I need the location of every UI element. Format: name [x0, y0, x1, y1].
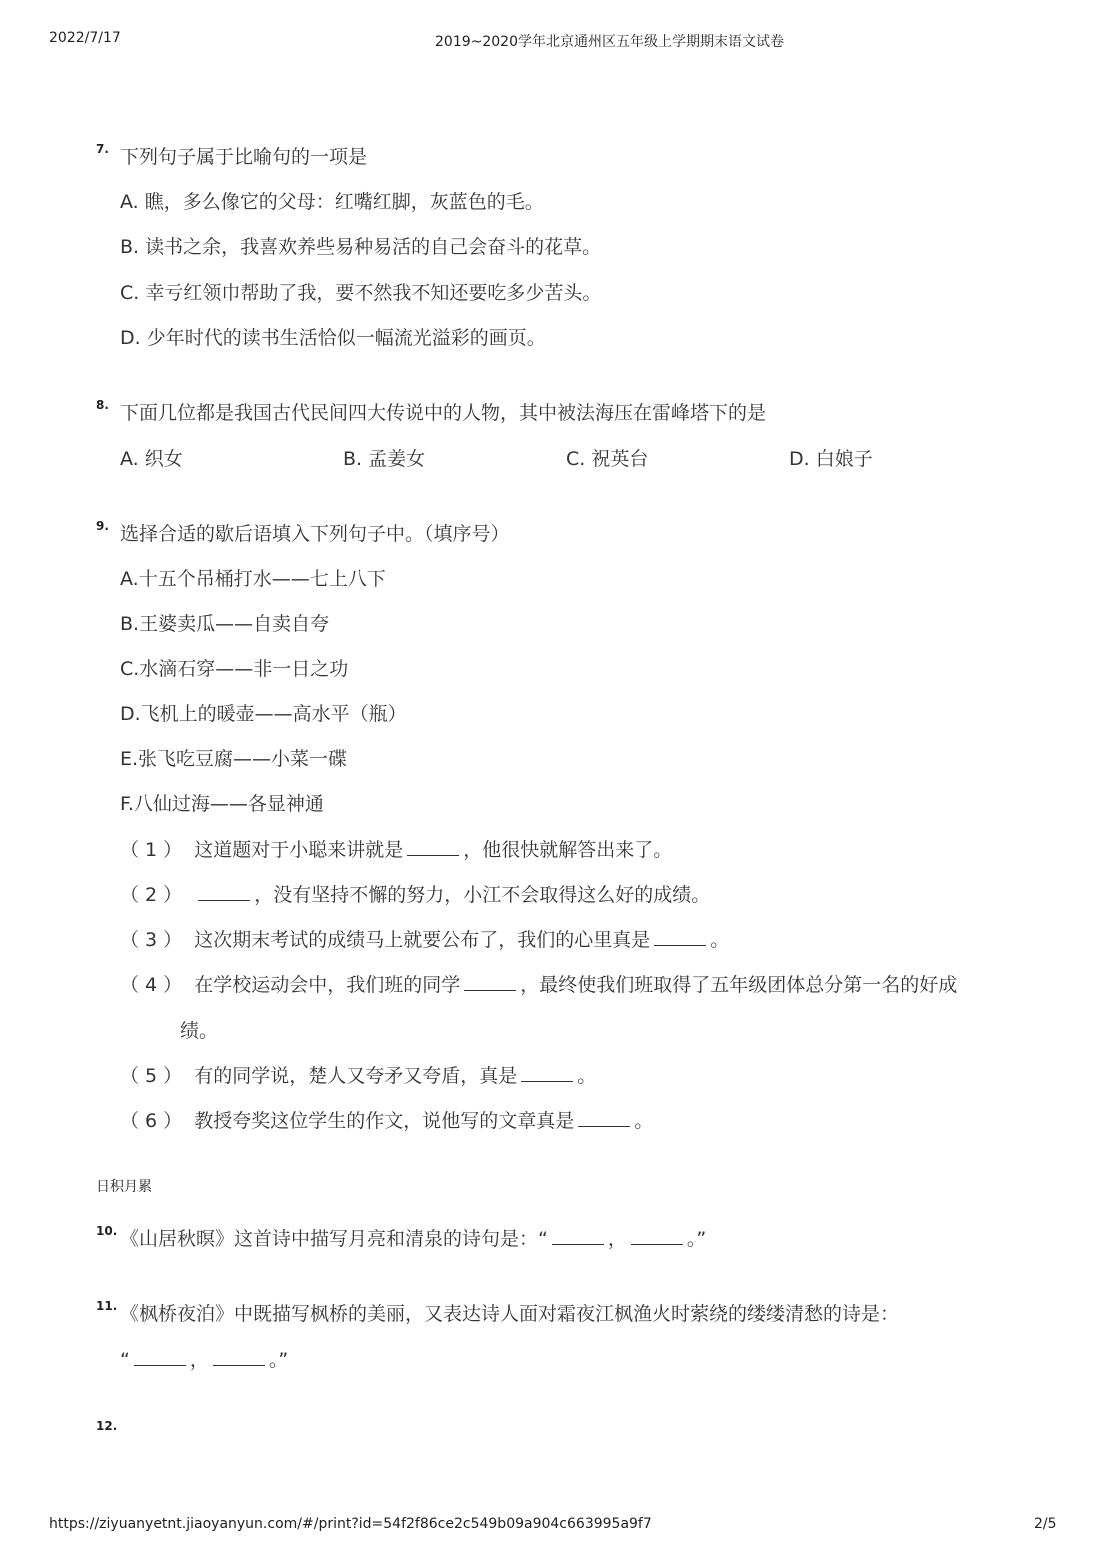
footer-page-number: 2/5	[1034, 1516, 1057, 1532]
answer-blank[interactable]	[654, 944, 706, 946]
sub-item-2	[120, 880, 710, 907]
sub-item-label: （ 2 ）	[120, 884, 183, 906]
sub-item-text: 这次期末考试的成绩马上就要公布了，我们的心里真是	[194, 929, 651, 951]
answer-blank[interactable]	[198, 899, 250, 901]
option-c: C. 幸亏红领巾帮助了我，要不然我不知还要吃多少苦头。	[120, 282, 602, 304]
sub-item-5	[120, 1061, 596, 1088]
option-a: A. 瞧，多么像它的父母：红嘴红脚，灰蓝色的毛。	[120, 191, 544, 213]
answer-blank[interactable]	[213, 1364, 265, 1366]
option-f: F.八仙过海——各显神通	[120, 793, 324, 815]
sub-item-3	[120, 925, 729, 952]
answer-blank[interactable]	[521, 1080, 573, 1082]
option-c: C. 祝英台	[566, 448, 649, 470]
option-a: A. 织女	[120, 448, 183, 470]
sub-item-text: 这道题对于小聪来讲就是	[194, 839, 404, 861]
option-e: E.张飞吃豆腐——小菜一碟	[120, 748, 348, 770]
sub-item-label: （ 6 ）	[120, 1110, 183, 1132]
answer-blank[interactable]	[578, 1125, 630, 1127]
sub-item-text: 有的同学说，楚人又夸矛又夸盾，真是	[194, 1065, 518, 1087]
sub-item-4	[120, 970, 957, 997]
question-text: ，	[607, 1228, 627, 1250]
footer-url[interactable]: https://ziyuanyetnt.jiaoyanyun.com/#/print?id=54f2f86ce2c549b09a904c663995a9f7	[49, 1516, 652, 1532]
sub-item-text: 在学校运动会中，我们班的同学	[194, 974, 461, 996]
option-b: B. 读书之余，我喜欢养些易种易活的自己会奋斗的花草。	[120, 236, 602, 258]
question-stem: 选择合适的歇后语填入下列句子中。（填序号）	[120, 523, 510, 545]
question-number: 7.	[96, 142, 109, 156]
header-title: 2019~2020学年北京通州区五年级上学期期末语文试卷	[435, 34, 784, 50]
question-text: “	[120, 1349, 130, 1371]
sub-item-text: ，他很快就解答出来了。	[463, 839, 673, 861]
question-stem: 下列句子属于比喻句的一项是	[120, 146, 368, 168]
sub-item-text: 。	[710, 929, 730, 951]
sub-item-label: （ 1 ）	[120, 839, 183, 861]
question-text: 《山居秋暝》这首诗中描写月亮和清泉的诗句是：“	[120, 1228, 548, 1250]
answer-blank[interactable]	[464, 989, 516, 991]
question-text: ，	[189, 1349, 209, 1371]
question-text: 。”	[268, 1349, 289, 1371]
answer-blank[interactable]	[552, 1243, 604, 1245]
option-b: B. 孟姜女	[343, 448, 426, 470]
sub-item-text: ，最终使我们班取得了五年级团体总分第一名的好成	[520, 974, 958, 996]
option-d: D. 白娘子	[789, 448, 873, 470]
answer-blank[interactable]	[631, 1243, 683, 1245]
option-a: A.十五个吊桶打水——七上八下	[120, 568, 386, 590]
answer-blank[interactable]	[134, 1364, 186, 1366]
question-number: 9.	[96, 519, 109, 533]
sub-item-text: 。	[634, 1110, 654, 1132]
option-b: B.王婆卖瓜——自卖自夸	[120, 613, 330, 635]
section-title: 日积月累	[96, 1179, 152, 1195]
sub-item-label: （ 4 ）	[120, 974, 183, 996]
sub-item-text: ，没有坚持不懈的努力，小江不会取得这么好的成绩。	[254, 884, 711, 906]
option-d: D. 少年时代的读书生活恰似一幅流光溢彩的画页。	[120, 327, 546, 349]
question-stem: 《枫桥夜泊》中既描写枫桥的美丽，又表达诗人面对霜夜江枫渔火时萦绕的缕缕清愁的诗是：	[120, 1303, 900, 1325]
question-stem	[120, 1224, 706, 1251]
question-number: 10.	[96, 1224, 118, 1238]
question-answer-line	[120, 1345, 288, 1372]
question-number: 8.	[96, 398, 109, 412]
sub-item-text: 。	[577, 1065, 597, 1087]
question-12-number: 12.	[96, 1419, 118, 1433]
question-number: 11.	[96, 1299, 118, 1313]
option-c: C.水滴石穿——非一日之功	[120, 658, 349, 680]
sub-item-1	[120, 835, 672, 862]
answer-blank[interactable]	[407, 854, 459, 856]
question-stem: 下面几位都是我国古代民间四大传说中的人物，其中被法海压在雷峰塔下的是	[120, 402, 767, 424]
question-text: 。”	[686, 1228, 707, 1250]
sub-item-4-continuation: 绩。	[180, 1020, 219, 1042]
sub-item-label: （ 3 ）	[120, 929, 183, 951]
sub-item-6	[120, 1106, 653, 1133]
sub-item-label: （ 5 ）	[120, 1065, 183, 1087]
option-d: D.飞机上的暖壶——高水平（瓶）	[120, 703, 407, 725]
sub-item-text: 教授夸奖这位学生的作文，说他写的文章真是	[194, 1110, 575, 1132]
header-date: 2022/7/17	[49, 30, 121, 46]
